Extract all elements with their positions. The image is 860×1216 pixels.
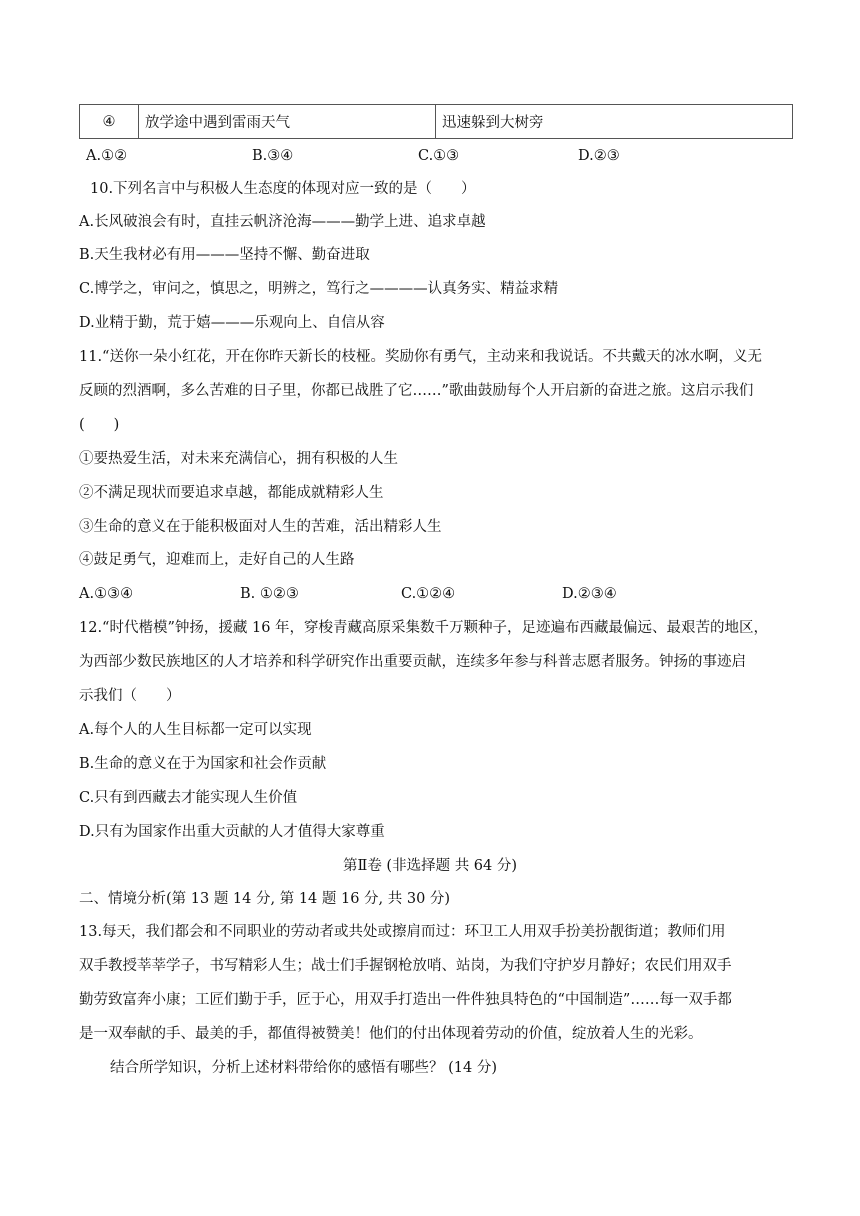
q12-stem-line-2: 为西部少数民族地区的人才培养和科学研究作出重要贡献，连续多年参与科普志愿者服务。钟扬的事迹启 [79, 654, 746, 670]
q11-option-a: A.①③④ [79, 586, 134, 602]
q11-stem-line-3: ( ) [79, 417, 120, 433]
q12-option-d: D.只有为国家作出重大贡献的人才值得大家尊重 [79, 824, 385, 840]
q11-option-c: C.①②④ [401, 586, 456, 602]
q10-option-a: A.长风破浪会有时，直挂云帆济沧海———勤学上进、追求卓越 [79, 214, 486, 230]
q11-item-1: ①要热爱生活，对未来充满信心，拥有积极的人生 [79, 451, 398, 467]
q12-stem-line-1: 12.“时代楷模”钟扬，援藏 16 年，穿梭青藏高原采集数千万颗种子，足迹遍布西藏最偏远、最艰苦的地区， [79, 620, 769, 636]
q9-option-b: B.③④ [252, 148, 294, 164]
q13-line-3: 勤劳致富奔小康；工匠们勤于手，匠于心，用双手打造出一件件独具特色的“中国制造”……每一双手都 [79, 992, 732, 1008]
q10-option-c: C.博学之，审问之，慎思之，明辨之，笃行之————认真务实、精益求精 [79, 281, 559, 297]
q12-option-a: A.每个人的人生目标都一定可以实现 [79, 722, 312, 738]
table-row [80, 105, 793, 139]
situation-cell: 放学途中遇到雷雨天气 [139, 105, 436, 139]
q12-stem-line-3: 示我们（ ） [79, 688, 181, 704]
q10-option-b: B.天生我材必有用———坚持不懈、勤奋进取 [79, 247, 370, 263]
q10-stem: 10.下列名言中与积极人生态度的体现对应一致的是（ ） [90, 181, 476, 197]
part2-title: 第Ⅱ卷 (非选择题 共 64 分) [342, 858, 518, 874]
q11-stem-line-1: 11.“送你一朵小红花，开在你昨天新长的枝桠。奖励你有勇气，主动来和我说话。不共戴天的冰水啊，义无 [79, 349, 762, 365]
section2-title: 二、情境分析(第 13 题 14 分, 第 14 题 16 分, 共 30 分) [79, 891, 451, 907]
action-cell: 迅速躲到大树旁 [436, 105, 793, 139]
q11-option-d: D.②③④ [562, 586, 617, 602]
q13-line-2: 双手教授莘莘学子，书写精彩人生；战士们手握钢枪放哨、站岗，为我们守护岁月静好；农民们用双手 [79, 958, 732, 974]
q11-option-b: B. ①②③ [240, 586, 299, 602]
q12-option-c: C.只有到西藏去才能实现人生价值 [79, 790, 298, 806]
q11-stem-line-2: 反顾的烈酒啊，多么苦难的日子里，你都已战胜了它……”歌曲鼓励每个人开启新的奋进之旅。这启示我们 [79, 383, 754, 399]
q13-line-1: 13.每天，我们都会和不同职业的劳动者或共处或擦肩而过：环卫工人用双手扮美扮靓街道；教师们用 [79, 924, 726, 940]
q9-option-d: D.②③ [578, 148, 620, 164]
q11-item-3: ③生命的意义在于能积极面对人生的苦难，活出精彩人生 [79, 519, 442, 535]
q9-option-c: C.①③ [418, 148, 460, 164]
q12-option-b: B.生命的意义在于为国家和社会作贡献 [79, 756, 327, 772]
q13-question: 结合所学知识，分析上述材料带给你的感悟有哪些？ (14 分) [110, 1060, 497, 1076]
q10-option-d: D.业精于勤，荒于嬉———乐观向上、自信从容 [79, 315, 385, 331]
q13-line-4: 是一双奉献的手、最美的手，都值得被赞美！他们的付出体现着劳动的价值，绽放着人生的光彩。 [79, 1026, 703, 1042]
scenario-table [79, 104, 793, 139]
q11-item-4: ④鼓足勇气，迎难而上，走好自己的人生路 [79, 552, 355, 568]
q11-item-2: ②不满足现状而要追求卓越，都能成就精彩人生 [79, 485, 384, 501]
row-number: ④ [80, 105, 139, 139]
q9-option-a: A.①② [86, 148, 128, 164]
